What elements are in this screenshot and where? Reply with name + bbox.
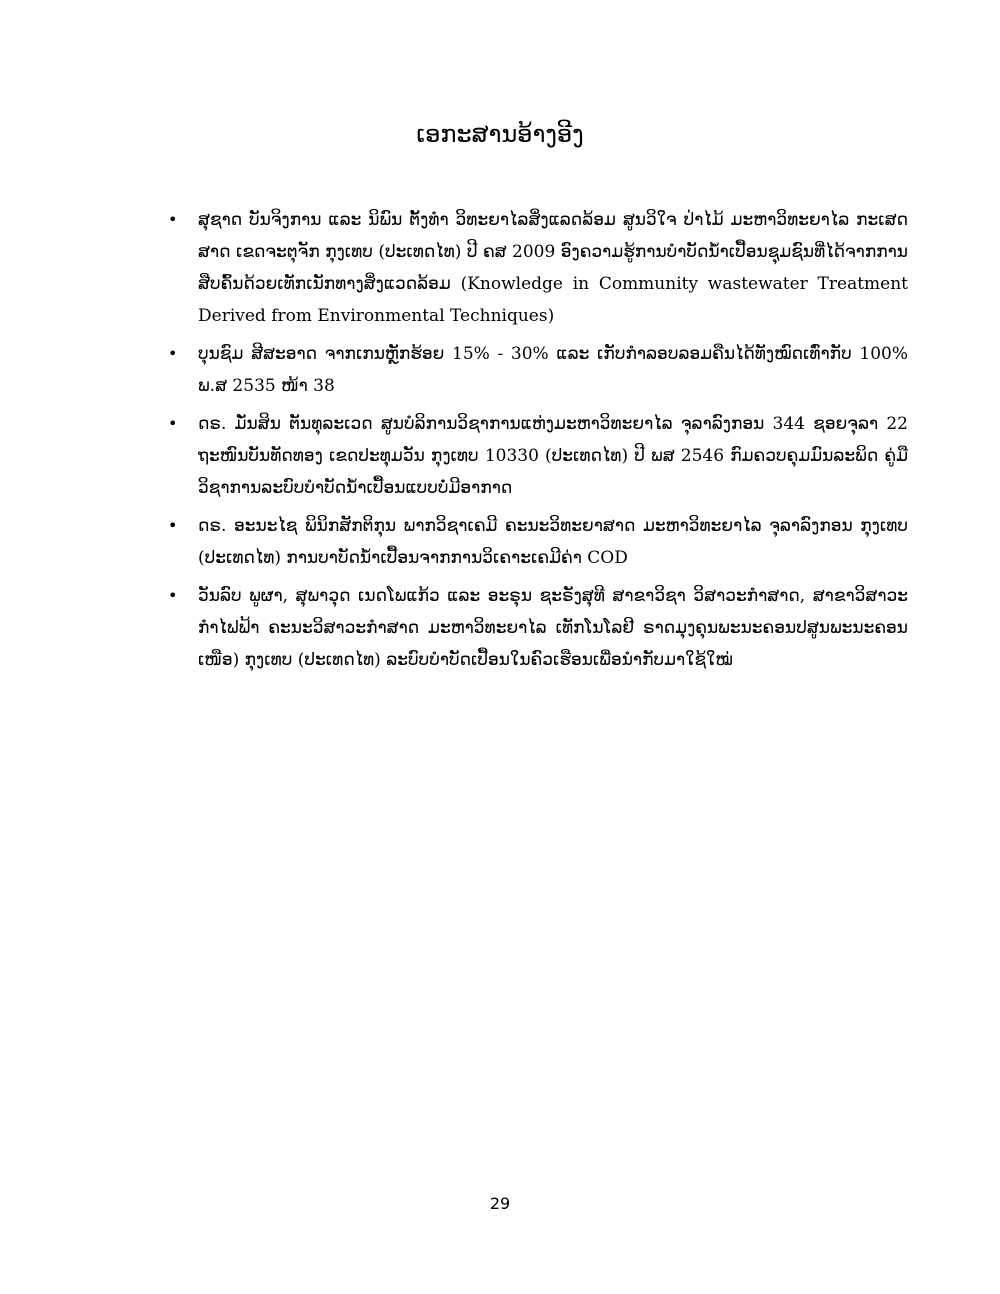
reference-item [166,204,908,332]
bullet-icon: • [168,586,178,605]
bullet-icon: • [168,210,178,229]
reference-item [166,510,908,574]
reference-text: ວັນລົບ ພູຜາ, ສຸພາວຸດ ເນດໂພແກ້ວ ແລະ ອະຣຸນ ຊະຣັງສຸທີ ສາຂາວິຊາ ວິສາວະກຳສາດ, ສາຂາວິສາວະກຳໄຟຟ້າ ຄະນະວິສາວະກຳສາດ ມະຫາວິທະຍາໄລ ເທັກໂນໂລຢີ ຣາດມຸງຄຸນພະນະຄອນປສູນພະນະຄອນເໜືອ) ກຸງເທບ (ປະເທດໄທ) ລະບົບບຳບັດເປື້ອນໃນຄົວເຮືອນເພື່ອນຳກັບມາໃຊ້ໃໝ່ [198,586,908,670]
reference-item [166,580,908,676]
reference-item [166,408,908,504]
page-title: ເອກະສານອ້າງອີງ [416,120,584,148]
reference-text: ບຸນຊົມ ສີສະອາດ ຈາກເກນຫຼັກຮ້ອຍ 15% - 30% ແລະ ເກັບກຳລອບລອມຄືນໄດ້ທັງໝົດເທົ່າກັບ 100% ພ.ສ 2535 ໜ້າ 38 [198,344,908,396]
reference-list [166,204,908,682]
reference-text: ດຣ. ອະນະໄຊ ພິນິກສັກຕິກຸນ ພາກວິຊາເຄມີ ຄະນະວິທະຍາສາດ ມະຫາວິທະຍາໄລ ຈຸລາລົງກອນ ກຸງເທບ (ປະເທດໄທ) ການບາບັດນ້ຳເປື້ອນຈາກການວິເຄາະເຄມີຄ່າ COD [198,516,908,568]
reference-item [166,338,908,402]
bullet-icon: • [168,516,178,535]
page-number: 29 [489,1194,511,1213]
reference-text: ດຣ. ມັ່ນສິນ ຕັນທຸລະເວດ ສູນບໍລິການວິຊາການແຫ່ງມະຫາວິທະຍາໄລ ຈຸລາລົງກອນ 344 ຊອຍຈຸລາ 22 ຖະໜົນບັນທັດທອງ ເຂດປະທຸມວັນ ກຸງເທບ 10330 (ປະເທດໄທ) ປີ ພສ 2546 ກົມຄວບຄຸມມົນລະພິດ ຄູ່ມືວິຊາການລະບົບບຳບັດນ້ຳເປື້ອນແບບບໍ່ມີອາກາດ [198,414,908,498]
bullet-icon: • [168,414,178,433]
bullet-icon: • [168,344,178,363]
reference-text: ສຸຊາດ ບັນຈິງການ ແລະ ນິພົນ ຕັ້ງທຳ ວິທະຍາໄລສິ່ງແລດລ້ອມ ສູນວິໃຈ ປ່າໄມ້ ມະຫາວິທະຍາໄລ ກະເສດສາດ ເຂດຈະຕຸຈັກ ກຸງເທບ (ປະເທດໄທ) ປີ ຄສ 2009 ອົງຄວາມຮູ້ການບຳບັດນ້ຳເປື້ອນຊຸມຊົນທີ່ໄດ້ຈາກການສືບຄົ້ນດ້ວຍເທັກເນັກທາງສິ່ງແວດລ້ອມ (Knowledge in Community wastewater Treatment Derived from Environmental Techniques) [198,210,908,326]
